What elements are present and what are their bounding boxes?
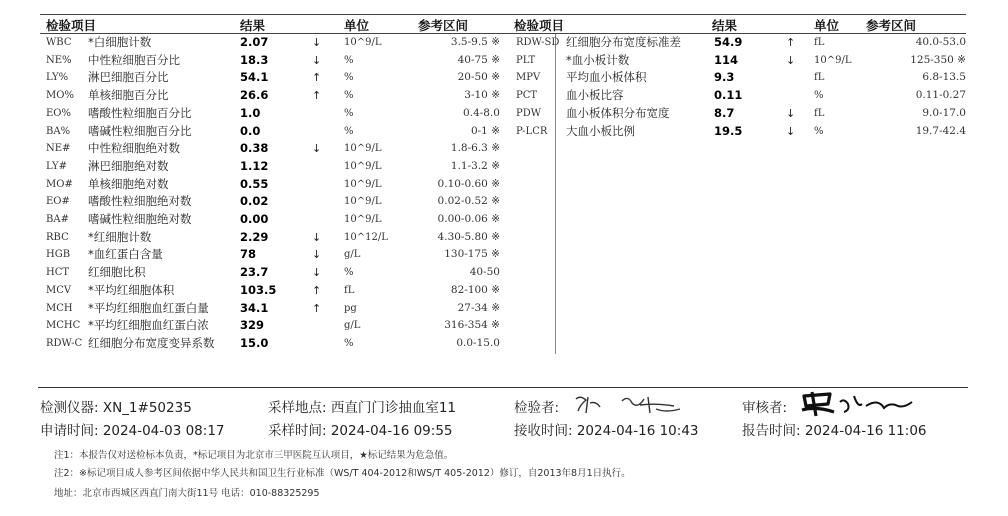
- result-value: 0.55: [240, 176, 269, 191]
- result-value: 0.0: [240, 123, 261, 138]
- abnormal-flag: ↓: [312, 53, 322, 67]
- result-unit: fL: [814, 37, 825, 48]
- result-value: 18.3: [240, 52, 269, 67]
- result-unit: %: [344, 54, 354, 66]
- result-unit: pg: [344, 302, 357, 314]
- reference-range: 1.8-6.3 ※: [450, 142, 500, 155]
- result-unit: 10^9/L: [814, 54, 852, 66]
- reference-range: 3-10 ※: [464, 89, 500, 102]
- left-header-unit: 单位: [344, 18, 370, 33]
- test-name: 红细胞分布宽度标准差: [566, 35, 681, 49]
- note-1: 注1：本报告仅对送检标本负责，*标记项目为北京市三甲医院互认项目，★标记结果为危急值。: [54, 450, 454, 461]
- reference-range: 0.10-0.60 ※: [437, 177, 500, 190]
- result-value: 54.1: [240, 70, 269, 85]
- reference-range: 0.00-0.06 ※: [437, 213, 500, 225]
- abnormal-flag: ↓: [312, 248, 322, 262]
- reference-range: 40.0-53.0: [915, 36, 966, 48]
- result-unit: %: [344, 125, 354, 137]
- result-row: [40, 282, 510, 300]
- result-value: 8.7: [714, 105, 735, 120]
- test-code: PDW: [516, 107, 542, 119]
- test-code: NE%: [46, 54, 72, 66]
- result-row: [516, 87, 966, 105]
- result-unit: 10^9/L: [344, 37, 382, 48]
- result-unit: 10^12/L: [344, 231, 388, 243]
- left-header-result: 结果: [240, 18, 266, 33]
- test-name: *白细胞计数: [88, 35, 152, 49]
- header-rule-top: [40, 14, 966, 15]
- abnormal-flag: ↑: [786, 36, 796, 49]
- reference-range: 9.0-17.0: [922, 106, 966, 119]
- result-row: [40, 193, 510, 211]
- test-name: 嗜酸性粒细胞百分比: [88, 105, 192, 120]
- result-row: [516, 123, 966, 141]
- test-name: 嗜碱性粒细胞绝对数: [88, 212, 192, 226]
- result-unit: fL: [344, 284, 355, 296]
- test-name: 红细胞分布宽度变异系数: [88, 335, 215, 350]
- result-unit: fL: [814, 107, 825, 119]
- result-value: 19.5: [714, 123, 743, 138]
- reviewer-signature: [800, 388, 920, 418]
- reference-range: 1.1-3.2 ※: [450, 159, 500, 172]
- test-code: NE#: [46, 143, 71, 155]
- reference-range: 27-34 ※: [457, 301, 500, 314]
- test-name: 平均血小板体积: [566, 70, 647, 85]
- reference-range: 0.4-8.0: [463, 106, 500, 119]
- report-time: 报告时间: 2024-04-16 11:06: [742, 423, 927, 439]
- reference-range: 6.8-13.5: [922, 71, 966, 84]
- reference-range: 125-350 ※: [910, 53, 966, 66]
- result-row: [40, 123, 510, 141]
- reference-range: 40-75 ※: [457, 53, 500, 66]
- result-unit: %: [344, 72, 354, 84]
- test-code: RBC: [46, 231, 69, 243]
- result-row: [516, 52, 966, 70]
- result-unit: %: [814, 90, 824, 102]
- result-value: 2.07: [240, 35, 269, 49]
- test-code: MO%: [46, 90, 74, 102]
- test-code: HCT: [46, 267, 70, 279]
- result-row: [40, 264, 510, 282]
- result-unit: %: [344, 107, 354, 119]
- abnormal-flag: ↓: [786, 124, 796, 138]
- address: 地址：北京市西城区西直门南大街11号 电话：010-88325295: [54, 488, 320, 499]
- result-row: [40, 69, 510, 87]
- result-value: 0.11: [714, 88, 743, 103]
- result-value: 329: [240, 318, 265, 333]
- result-row: [40, 246, 510, 264]
- test-code: LY#: [46, 160, 67, 172]
- result-value: 0.38: [240, 141, 269, 156]
- test-code: RDW-SD: [516, 37, 560, 48]
- reference-range: 3.5-9.5 ※: [450, 36, 500, 48]
- result-unit: 10^9/L: [344, 160, 382, 172]
- result-row: [40, 158, 510, 176]
- test-code: EO%: [46, 107, 71, 119]
- reference-range: 40-50: [469, 266, 500, 279]
- result-value: 34.1: [240, 300, 269, 315]
- test-name: 中性粒细胞百分比: [88, 52, 180, 67]
- test-name: *平均红细胞血红蛋白浓: [88, 318, 209, 333]
- test-code: RDW-C: [46, 337, 83, 349]
- reference-range: 0.02-0.52 ※: [437, 195, 500, 208]
- reference-range: 0.11-0.27: [915, 89, 966, 102]
- result-value: 1.0: [240, 105, 261, 120]
- test-name: 淋巴细胞百分比: [88, 70, 169, 85]
- reference-range: 19.7-42.4: [915, 124, 966, 137]
- result-row: [40, 335, 510, 353]
- result-unit: 10^9/L: [344, 196, 382, 208]
- left-header-ref: 参考区间: [418, 18, 469, 33]
- test-name: *红细胞计数: [88, 229, 152, 244]
- result-row: [516, 105, 966, 123]
- abnormal-flag: ↑: [312, 301, 322, 315]
- result-row: [40, 229, 510, 247]
- result-unit: 10^9/L: [344, 214, 382, 225]
- result-value: 2.29: [240, 229, 269, 244]
- abnormal-flag: ↓: [312, 230, 322, 244]
- result-row: [40, 34, 510, 52]
- sample-location: 采样地点: 西直门门诊抽血室11: [268, 400, 457, 416]
- test-name: 血小板比容: [566, 88, 624, 103]
- test-name: 嗜碱性粒细胞百分比: [88, 123, 192, 138]
- abnormal-flag: ↑: [312, 283, 322, 297]
- result-unit: g/L: [344, 320, 361, 332]
- result-value: 54.9: [714, 35, 743, 49]
- result-row: [40, 211, 510, 229]
- result-value: 9.3: [714, 70, 735, 85]
- test-code: MO#: [46, 178, 73, 190]
- test-code: EO#: [46, 196, 70, 208]
- result-unit: %: [344, 90, 354, 102]
- request-time: 申请时间: 2024-04-03 08:17: [40, 423, 225, 439]
- test-code: BA%: [46, 125, 71, 137]
- result-unit: %: [344, 337, 354, 349]
- result-row: [40, 140, 510, 158]
- result-value: 15.0: [240, 335, 269, 350]
- result-row: [40, 300, 510, 318]
- test-code: BA#: [46, 214, 69, 225]
- result-unit: 10^9/L: [344, 178, 382, 190]
- result-unit: %: [814, 125, 824, 137]
- result-value: 23.7: [240, 265, 269, 280]
- result-value: 114: [714, 52, 739, 67]
- abnormal-flag: ↓: [312, 266, 322, 280]
- result-value: 1.12: [240, 158, 269, 173]
- right-header-result: 结果: [712, 18, 738, 33]
- result-row: [40, 105, 510, 123]
- receive-time: 接收时间: 2024-04-16 10:43: [514, 423, 699, 439]
- right-header-unit: 单位: [814, 18, 840, 33]
- result-value: 103.5: [240, 282, 277, 297]
- reference-range: 4.30-5.80 ※: [437, 230, 500, 243]
- result-value: 26.6: [240, 88, 269, 103]
- reference-range: 130-175 ※: [444, 248, 500, 261]
- reference-range: 82-100 ※: [450, 283, 500, 296]
- test-code: WBC: [46, 37, 72, 48]
- result-row: [40, 317, 510, 335]
- reference-range: 0-1 ※: [470, 124, 500, 137]
- examiner-label: 检验者:: [514, 400, 560, 416]
- result-unit: %: [344, 267, 354, 279]
- test-code: HGB: [46, 249, 71, 261]
- reference-range: 0.0-15.0: [456, 336, 500, 349]
- note-2: 注2：※标记项目成人参考区间依据中华人民共和国卫生行业标准（WS/T 404-2012和WS/T 405-2012）修订，自2013年8月1日执行。: [54, 468, 631, 479]
- result-row: [516, 69, 966, 87]
- test-code: P-LCR: [516, 125, 548, 137]
- result-value: 0.00: [240, 212, 269, 226]
- left-header-item: 检验项目: [46, 18, 97, 33]
- test-code: PCT: [516, 90, 538, 102]
- test-name: 单核细胞百分比: [88, 88, 169, 103]
- test-name: *血小板计数: [566, 52, 630, 67]
- result-unit: g/L: [344, 249, 361, 261]
- test-name: 大血小板比例: [566, 123, 635, 138]
- results-tables: [40, 8, 966, 348]
- reference-range: 20-50 ※: [457, 71, 500, 84]
- test-name: 血小板体积分布宽度: [566, 105, 670, 120]
- test-name: *血红蛋白含量: [88, 247, 163, 262]
- result-row: [40, 52, 510, 70]
- test-code: LY%: [46, 72, 69, 84]
- test-name: 嗜酸性粒细胞绝对数: [88, 194, 192, 209]
- result-value: 0.02: [240, 194, 269, 209]
- result-value: 78: [240, 247, 257, 262]
- examiner-signature: [570, 391, 690, 417]
- reference-range: 316-354 ※: [444, 319, 500, 332]
- reviewer-label: 审核者:: [742, 400, 788, 416]
- result-row: [516, 34, 966, 52]
- result-unit: fL: [814, 72, 825, 84]
- test-code: MCH: [46, 302, 73, 314]
- test-code: PLT: [516, 54, 536, 66]
- abnormal-flag: ↓: [312, 36, 322, 49]
- result-unit: 10^9/L: [344, 143, 382, 155]
- test-code: MCV: [46, 284, 72, 296]
- abnormal-flag: ↑: [312, 89, 322, 103]
- test-name: *平均红细胞体积: [88, 282, 175, 297]
- abnormal-flag: ↑: [312, 71, 322, 85]
- abnormal-flag: ↓: [786, 106, 796, 120]
- abnormal-flag: ↓: [312, 142, 322, 156]
- result-row: [40, 87, 510, 105]
- test-code: MPV: [516, 72, 541, 84]
- test-name: 中性粒细胞绝对数: [88, 141, 180, 156]
- sample-time: 采样时间: 2024-04-16 09:55: [268, 423, 453, 439]
- instrument-info: 检测仪器: XN_1#50235: [40, 400, 192, 416]
- result-row: [40, 176, 510, 194]
- test-name: *平均红细胞血红蛋白量: [88, 300, 209, 315]
- right-header-ref: 参考区间: [866, 18, 917, 33]
- abnormal-flag: ↓: [786, 53, 796, 67]
- test-code: MCHC: [46, 320, 81, 332]
- test-name: 单核细胞绝对数: [88, 176, 169, 191]
- test-name: 淋巴细胞绝对数: [88, 158, 169, 173]
- test-name: 红细胞比积: [88, 265, 146, 280]
- right-header-item: 检验项目: [514, 18, 565, 33]
